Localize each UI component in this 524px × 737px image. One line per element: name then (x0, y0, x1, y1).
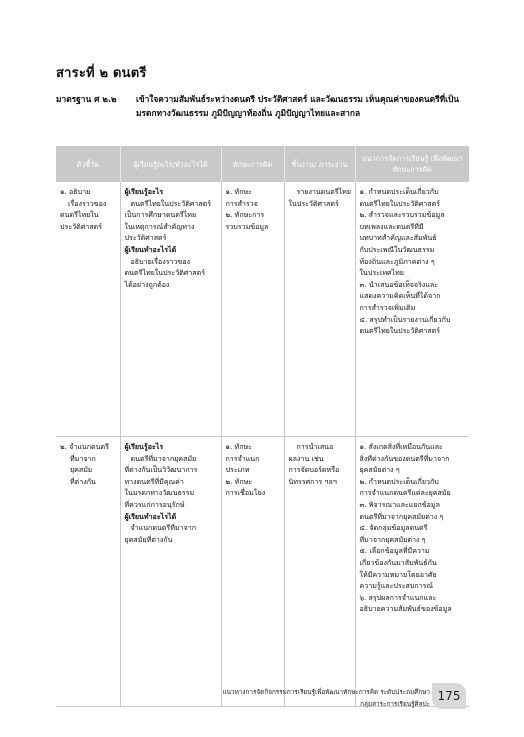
learning-line: จำแนกดนตรีที่มาจาก (130, 523, 196, 533)
approach-line: ดนตรีไทยในประวัติศาสตร์ (359, 198, 441, 208)
approach-line: ดนตรีไทยในประวัติศาสตร์ (359, 326, 441, 336)
indicator-line: ที่มาจาก (70, 453, 96, 463)
skills-line: การจำแนก (225, 453, 260, 463)
approach-line: ยุคสมัยต่าง ๆ (359, 465, 400, 475)
table-header-row (56, 146, 469, 182)
approach-line: การจำแนกดนตรีแต่ละยุคสมัย (359, 488, 451, 498)
approach-line: แสดงความคิดเห็นที่ได้จาก (359, 291, 441, 301)
learning-cell (120, 182, 221, 437)
approach-line: ๕. เลือกข้อมูลที่มีความ (359, 546, 430, 556)
learning-line: ทางดนตรีที่มีคุณค่า (124, 476, 184, 486)
footer-subject: กลุ่มสาระการเรียนรู้ศิลปะ (360, 700, 430, 708)
col-header-indicator: ตัวชี้วัด (56, 146, 120, 182)
approach-line: อธิบายความสัมพันธ์ของข้อมูล (359, 604, 452, 614)
approach-line: ดนตรีที่มาจากยุคสมัยต่าง ๆ (359, 511, 444, 521)
col-header-tasks: ชิ้นงาน/ ภาระงาน (284, 146, 355, 182)
skills-line: การสำรวจ (225, 198, 258, 208)
indicator-line: ๑. อธิบาย (60, 187, 91, 196)
learning-heading: ผู้เรียนทำอะไรได้ (124, 511, 177, 521)
indicator-line: ๒. จำแนกดนตรี (60, 442, 109, 451)
task-line: รายงานดนตรีไทย (296, 187, 352, 196)
approach-line: การสำรวจเพิ่มเติม (359, 302, 416, 312)
strand-title: สาระที่ ๒ ดนตรี (56, 66, 147, 81)
indicator-cell (56, 437, 120, 707)
task-line: การจัดบอร์ดหรือ (288, 465, 340, 475)
task-cell (284, 182, 355, 437)
page-number: 175 (432, 683, 466, 709)
skills-cell (221, 182, 284, 437)
learning-heading: ผู้เรียนรู้อะไร (124, 187, 164, 196)
approach-line: ในประเทศไทย (359, 268, 404, 278)
approach-line: กับประเพณีในวัฒนธรรม (359, 244, 435, 254)
learning-line: ได้อย่างถูกต้อง (124, 279, 170, 289)
indicator-line: ดนตรีไทยใน (60, 210, 99, 220)
footer-book-title: แนวทางการจัดกิจกรรมการเรียนรู้เพื่อพัฒนาทักษะการคิด ระดับประถมศึกษา (222, 688, 430, 696)
approach-line: ๑. สังเกตสิ่งที่เหมือนกันและ (359, 442, 443, 451)
approach-line: ๒. สำรวจและรวบรวมข้อมูล (359, 210, 445, 220)
task-line: การนำเสนอ (296, 442, 334, 451)
approach-line: ๓. พิจารณาและแยกข้อมูล (359, 499, 440, 509)
skills-line: การเชื่อมโยง (225, 488, 266, 498)
skills-cell (221, 437, 284, 707)
approach-cell (355, 437, 469, 707)
task-cell (284, 437, 355, 707)
col-header-learning: ผู้เรียนรู้อะไร/ทำอะไรได้ (120, 146, 221, 182)
table-row (56, 437, 469, 707)
skills-line: ๒. ทักษะ (225, 476, 253, 486)
approach-cell (355, 182, 469, 437)
learning-line: ที่ต่างกันเป็นวิวัฒนาการ (124, 465, 198, 475)
learning-line: ดนตรีไทยในประวัติศาสตร์ (124, 268, 206, 278)
approach-line: ๓. นำเสนอข้อเท็จจริงและ (359, 279, 439, 289)
approach-line: ท้องถิ่นและภูมิภาคต่าง ๆ (359, 256, 435, 266)
approach-line: ให้มีความหมายโดยอาศัย (359, 569, 437, 579)
learning-line: ดนตรีไทยในประวัติศาสตร์ (130, 198, 212, 208)
skills-line: ประเภท (225, 465, 250, 475)
skills-line: ๒. ทักษะการ (225, 210, 265, 220)
learning-cell (120, 437, 221, 707)
skills-line: ๑. ทักษะ (225, 187, 252, 196)
indicator-line: ประวัติศาสตร์ (60, 221, 102, 231)
learning-heading: ผู้เรียนรู้อะไร (124, 442, 164, 451)
table-row (56, 182, 469, 437)
approach-line: ความรู้และประสบการณ์ (359, 581, 434, 591)
indicator-table (56, 146, 469, 707)
task-line: ในประวัติศาสตร์ (288, 198, 339, 208)
approach-line: ที่มาจากยุคสมัยต่าง ๆ (359, 534, 426, 544)
approach-line: ๔. จัดกลุ่มข้อมูลดนตรี (359, 523, 428, 533)
indicator-line: ที่ต่างกัน (70, 476, 96, 486)
col-header-thinking-skills: ทักษะการคิด (221, 146, 284, 182)
learning-line: ในมรดกทางวัฒนธรรม (124, 488, 195, 498)
learning-line: ดนตรีที่มาจากยุคสมัย (130, 453, 197, 463)
standard-text: เข้าใจความสัมพันธ์ระหว่างดนตรี ประวัติศาสตร์ และวัฒนธรรม เห็นคุณค่าของดนตรีที่เป็นมรดกทางวัฒนธรรม ภูมิปัญญาท้องถิ่น ภูมิปัญญาไทยและสากล (136, 94, 459, 118)
task-line: ผลงาน เช่น (288, 453, 324, 463)
skills-line: ๑. ทักษะ (225, 442, 252, 451)
learning-line: เป็นการศึกษาดนตรีไทย (124, 210, 197, 220)
task-line: นิทรรศการ ฯลฯ (288, 476, 337, 486)
learning-line: ยุคสมัยที่ต่างกัน (124, 534, 173, 544)
approach-line: ๑. กำหนดประเด็นเกี่ยวกับ (359, 187, 439, 196)
approach-line: สิ่งที่ต่างกันของดนตรีที่มาจาก (359, 453, 450, 463)
indicator-line: เรื่องราวของ (68, 198, 107, 208)
approach-line: ๖. สรุปผลการจำแนกและ (359, 592, 437, 602)
standard-code: มาตรฐาน ศ ๒.๒ (56, 94, 117, 104)
approach-line: บทบาทสำคัญและสัมพันธ์ (359, 233, 437, 243)
indicator-cell (56, 182, 120, 437)
learning-line: ประวัติศาสตร์ (124, 233, 167, 243)
learning-line: ในเหตุการณ์สำคัญทาง (124, 221, 195, 231)
learning-line: อธิบายเรื่องราวของ (130, 256, 191, 266)
standard-block (56, 92, 468, 120)
approach-line: บทเพลงและดนตรีที่มี (359, 221, 424, 231)
skills-line: รวบรวมข้อมูล (225, 221, 269, 231)
approach-line: เกี่ยวข้องกันมาสัมพันธ์กัน (359, 557, 437, 567)
approach-line: ๒. กำหนดประเด็นเกี่ยวกับ (359, 476, 439, 486)
learning-line: ที่ควรแก่การอนุรักษ์ (124, 499, 185, 509)
approach-line: ๔. สรุปทำเป็นรายงานเกี่ยวกับ (359, 314, 451, 324)
page-footer (200, 686, 430, 710)
indicator-line: ยุคสมัย (70, 465, 93, 475)
learning-heading: ผู้เรียนทำอะไรได้ (124, 244, 177, 254)
col-header-approach: แนวการจัดการเรียนรู้ เพื่อพัฒนาทักษะการคิด (355, 146, 469, 182)
